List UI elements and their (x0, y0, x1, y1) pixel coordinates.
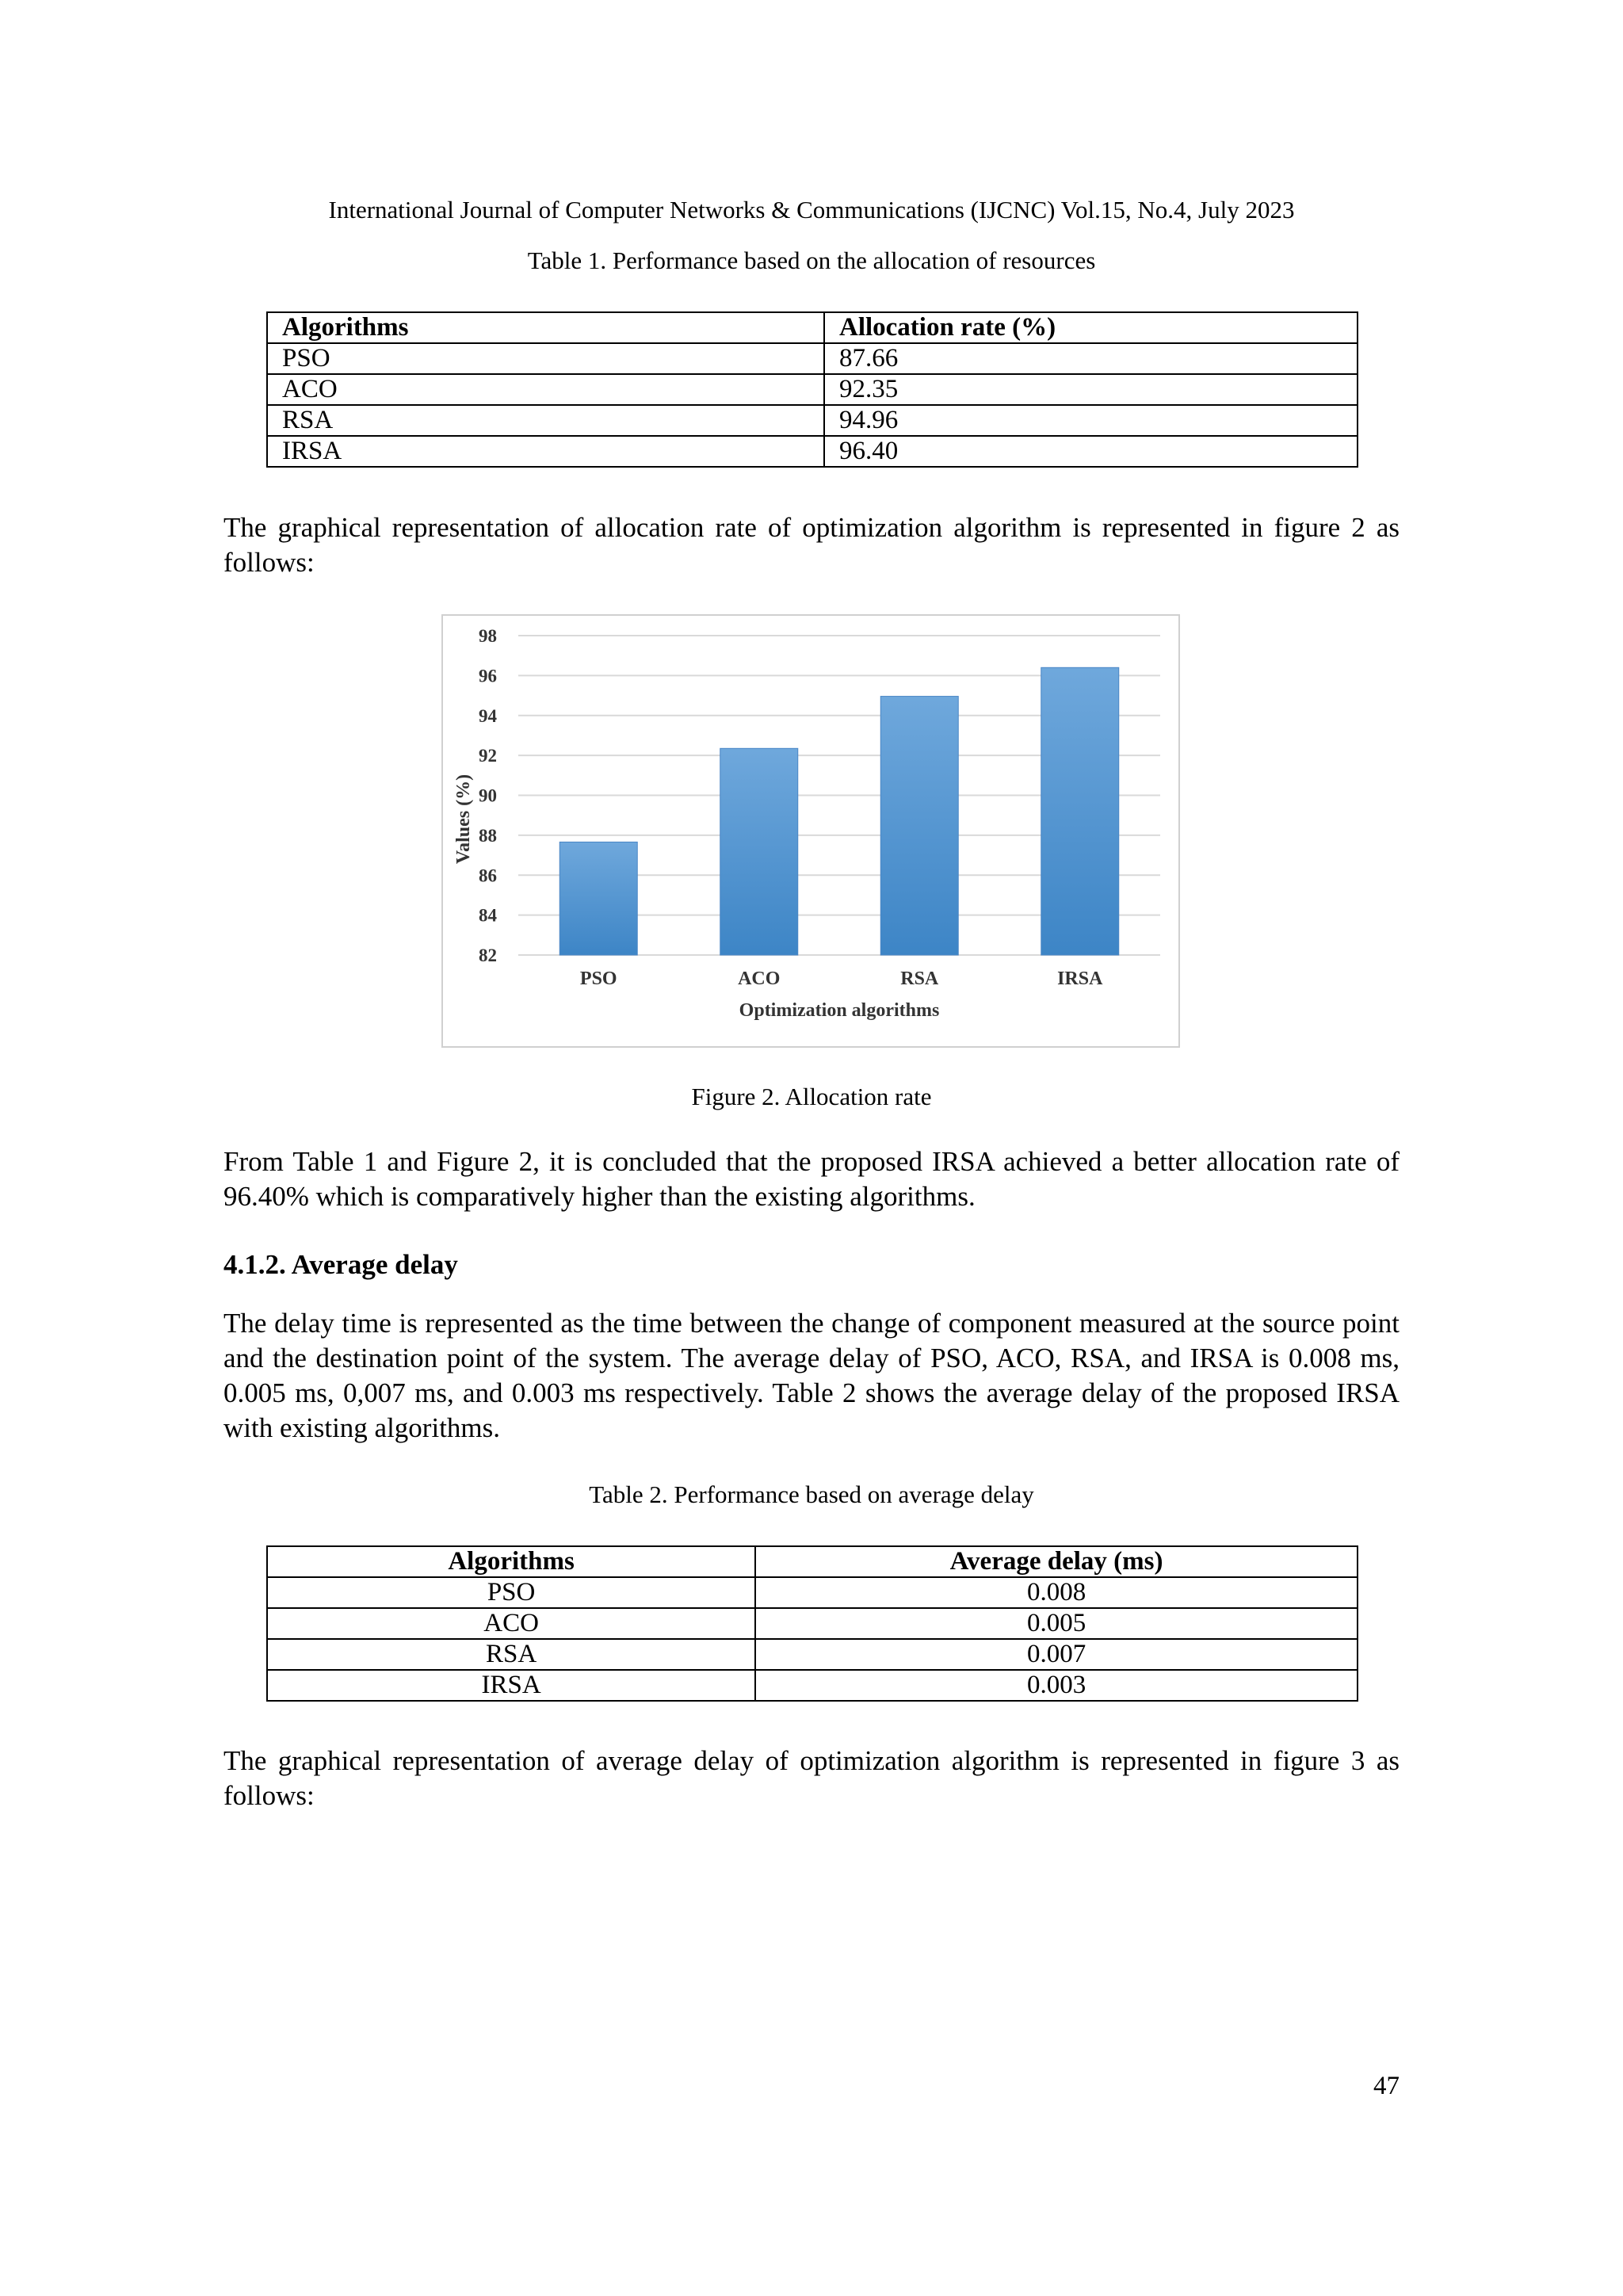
page-number: 47 (1373, 2072, 1400, 2100)
table-cell: 0.007 (755, 1639, 1358, 1670)
figure2-caption: Figure 2. Allocation rate (691, 1083, 932, 1110)
table-cell: 0.008 (755, 1577, 1358, 1608)
table-header-row (267, 1546, 1358, 1577)
table-cell: 92.35 (824, 374, 1358, 405)
figure2-chart-frame (441, 614, 1180, 1048)
y-tick-label: 86 (479, 865, 497, 886)
table-header-row (267, 312, 1358, 343)
y-tick-label: 88 (479, 825, 497, 846)
bar-rsa (880, 697, 958, 955)
table1-caption: Table 1. Performance based on the allocation of resources (527, 246, 1096, 274)
y-tick-label: 90 (479, 785, 497, 806)
table-cell: IRSA (267, 436, 824, 467)
table-row (267, 405, 1358, 436)
table-cell: 94.96 (824, 405, 1358, 436)
table-header-cell: Algorithms (267, 312, 824, 343)
table-header-cell: Allocation rate (%) (824, 312, 1358, 343)
y-tick-label: 98 (479, 626, 497, 646)
x-axis-label: Optimization algorithms (739, 1000, 940, 1021)
table-cell: 0.003 (755, 1670, 1358, 1701)
paragraph-conclusion: From Table 1 and Figure 2, it is concluded that the proposed IRSA achieved a better allocation rate of 96.40% which is comparatively higher than the existing algorithms. (223, 1146, 1400, 1212)
x-tick-label: IRSA (1057, 968, 1103, 989)
bar-irsa (1041, 667, 1119, 955)
table-header-cell: Algorithms (267, 1546, 755, 1577)
y-tick-label: 82 (479, 946, 497, 965)
table-row (267, 374, 1358, 405)
paragraph-figure3-intro: The graphical representation of average delay of optimization algorithm is represented in figure 3 as follows: (223, 1745, 1400, 1811)
table-row (267, 1577, 1358, 1608)
y-tick-label: 92 (479, 746, 497, 766)
x-tick-label: PSO (579, 968, 617, 989)
allocation-rate-table (266, 311, 1358, 468)
average-delay-table (266, 1545, 1358, 1702)
table-row (267, 436, 1358, 467)
x-tick-label: RSA (900, 968, 939, 989)
table-cell: PSO (267, 1577, 755, 1608)
table-cell: 87.66 (824, 343, 1358, 374)
y-tick-label: 96 (479, 666, 497, 686)
y-axis-label: Values (%) (453, 774, 474, 865)
table-cell: RSA (267, 405, 824, 436)
table-cell: ACO (267, 1608, 755, 1639)
table-row (267, 1639, 1358, 1670)
x-tick-label: ACO (738, 968, 781, 989)
table-row (267, 1670, 1358, 1701)
table-cell: ACO (267, 374, 824, 405)
table-row (267, 1608, 1358, 1639)
section-heading: 4.1.2. Average delay (223, 1249, 458, 1280)
paragraph-average-delay: The delay time is represented as the time between the change of component measured at the source point and the destination point of the system. The average delay of PSO, ACO, RSA, and IRSA is 0.008 ms, 0.005 ms, 0,007 ms, and 0.003 ms respectively. Table 2 shows the average delay of the proposed IRSA with existing algorithms. (223, 1308, 1400, 1443)
table-cell: PSO (267, 343, 824, 374)
table2-caption: Table 2. Performance based on average delay (589, 1480, 1034, 1508)
y-tick-label: 94 (479, 705, 497, 726)
bar-pso (559, 842, 637, 955)
table-cell: IRSA (267, 1670, 755, 1701)
journal-header: International Journal of Computer Networks & Communications (IJCNC) Vol.15, No.4, July 2023 (328, 196, 1295, 223)
table-cell: 96.40 (824, 436, 1358, 467)
table-header-cell: Average delay (ms) (755, 1546, 1358, 1577)
y-tick-label: 84 (479, 905, 497, 926)
allocation-rate-bar-chart (443, 616, 1178, 1046)
table-row (267, 343, 1358, 374)
table-cell: RSA (267, 1639, 755, 1670)
paragraph-figure2-intro: The graphical representation of allocation rate of optimization algorithm is represented in figure 2 as follows: (223, 512, 1400, 578)
bar-aco (720, 748, 798, 955)
table-cell: 0.005 (755, 1608, 1358, 1639)
